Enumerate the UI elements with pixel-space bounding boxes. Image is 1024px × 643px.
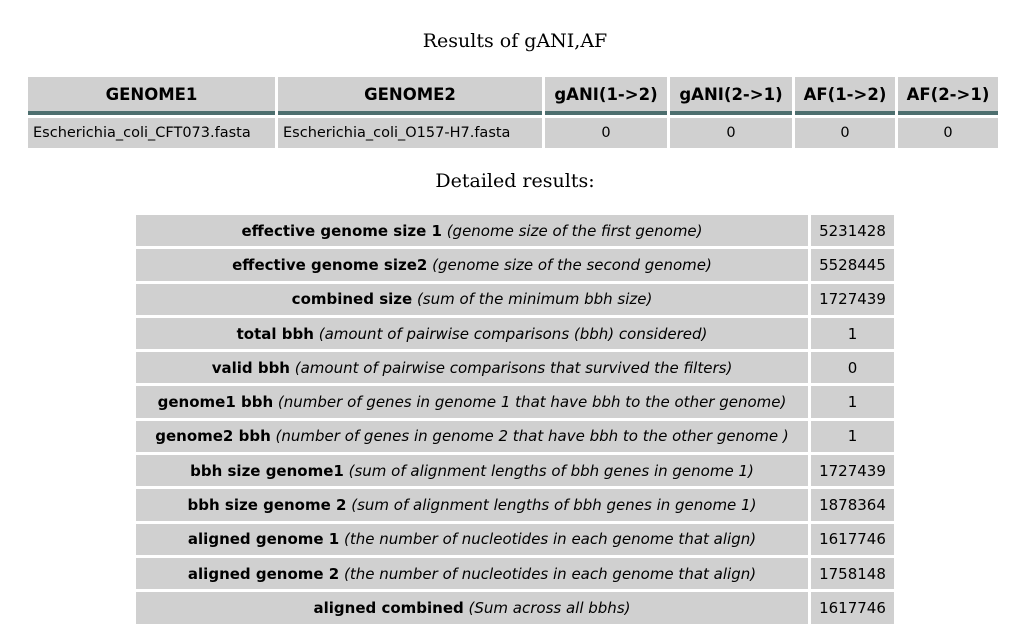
header-af-2-1: AF(2->1) xyxy=(898,77,998,115)
detail-label: valid bbh xyxy=(211,358,290,377)
detail-description: (number of genes in genome 1 that have bbh to the other genome) xyxy=(277,393,787,412)
detail-label-cell xyxy=(136,284,808,315)
results-row xyxy=(28,118,998,148)
header-genome2: GENOME2 xyxy=(278,77,542,115)
detailed-results-heading: Detailed results: xyxy=(435,170,595,192)
detail-row xyxy=(136,318,894,349)
cell-genome1: Escherichia_coli_CFT073.fasta xyxy=(28,118,275,148)
results-header-row xyxy=(28,77,998,115)
detail-description: (the number of nucleotides in each genome that align) xyxy=(344,530,757,549)
detail-description: (amount of pairwise comparisons (bbh) considered) xyxy=(318,324,708,343)
header-genome1: GENOME1 xyxy=(28,77,275,115)
cell-genome2: Escherichia_coli_O157-H7.fasta xyxy=(278,118,542,148)
detail-label: aligned combined xyxy=(313,598,464,617)
detail-description: (Sum across all bbhs) xyxy=(468,598,631,617)
detail-label-cell xyxy=(136,489,808,520)
page-title: Results of gANI,AF xyxy=(422,30,608,52)
detail-description: (sum of alignment lengths of bbh genes in genome 1) xyxy=(348,461,754,480)
detail-row xyxy=(136,558,894,589)
detail-value: 1 xyxy=(811,421,894,452)
detail-label-cell xyxy=(136,558,808,589)
detail-label-cell xyxy=(136,215,808,246)
detail-value: 1878364 xyxy=(811,489,894,520)
detail-label-cell xyxy=(136,352,808,383)
detail-row xyxy=(136,352,894,383)
detail-label: total bbh xyxy=(236,324,314,343)
header-af-1-2: AF(1->2) xyxy=(795,77,895,115)
cell-gani-1-2: 0 xyxy=(545,118,667,148)
detail-label: effective genome size 1 xyxy=(241,221,442,240)
cell-gani-2-1: 0 xyxy=(670,118,792,148)
detail-row xyxy=(136,386,894,417)
detail-label: aligned genome 2 xyxy=(187,564,340,583)
detail-label-cell xyxy=(136,592,808,623)
detail-value: 0 xyxy=(811,352,894,383)
detail-row xyxy=(136,284,894,315)
cell-af-2-1: 0 xyxy=(898,118,998,148)
detail-label: genome2 bbh xyxy=(155,427,271,446)
detail-label-cell xyxy=(136,455,808,486)
detail-label-cell xyxy=(136,421,808,452)
detail-description: (genome size of the second genome) xyxy=(432,255,712,274)
detail-label: aligned genome 1 xyxy=(187,530,340,549)
cell-af-1-2: 0 xyxy=(795,118,895,148)
detail-label: bbh size genome 2 xyxy=(187,496,347,515)
detail-label-cell xyxy=(136,524,808,555)
detail-description: (sum of the minimum bbh size) xyxy=(416,290,653,309)
detail-value: 1758148 xyxy=(811,558,894,589)
detail-value: 1617746 xyxy=(811,592,894,623)
detail-description: (sum of alignment lengths of bbh genes in genome 1) xyxy=(351,496,757,515)
detail-row xyxy=(136,592,894,623)
detail-value: 1 xyxy=(811,318,894,349)
detail-row xyxy=(136,215,894,246)
detail-row xyxy=(136,249,894,280)
detail-value: 5231428 xyxy=(811,215,894,246)
header-gani-2-1: gANI(2->1) xyxy=(670,77,792,115)
detail-value: 5528445 xyxy=(811,249,894,280)
detail-label-cell xyxy=(136,249,808,280)
detail-row xyxy=(136,455,894,486)
detail-value: 1617746 xyxy=(811,524,894,555)
detail-description: (the number of nucleotides in each genome that align) xyxy=(344,564,757,583)
detail-value: 1 xyxy=(811,386,894,417)
detail-row xyxy=(136,524,894,555)
detail-value: 1727439 xyxy=(811,284,894,315)
detail-label: genome1 bbh xyxy=(157,393,274,412)
detailed-results-table xyxy=(133,212,897,627)
detail-value: 1727439 xyxy=(811,455,894,486)
detail-label-cell xyxy=(136,318,808,349)
results-table xyxy=(25,74,1001,151)
detail-label-cell xyxy=(136,386,808,417)
detail-label: bbh size genome1 xyxy=(190,461,344,480)
detail-row xyxy=(136,421,894,452)
detail-description: (amount of pairwise comparisons that survived the filters) xyxy=(294,358,733,377)
detail-description: (number of genes in genome 2 that have bbh to the other genome ) xyxy=(275,427,789,446)
detail-label: effective genome size2 xyxy=(232,255,428,274)
detail-label: combined size xyxy=(291,290,413,309)
detail-description: (genome size of the first genome) xyxy=(446,221,703,240)
header-gani-1-2: gANI(1->2) xyxy=(545,77,667,115)
detail-row xyxy=(136,489,894,520)
